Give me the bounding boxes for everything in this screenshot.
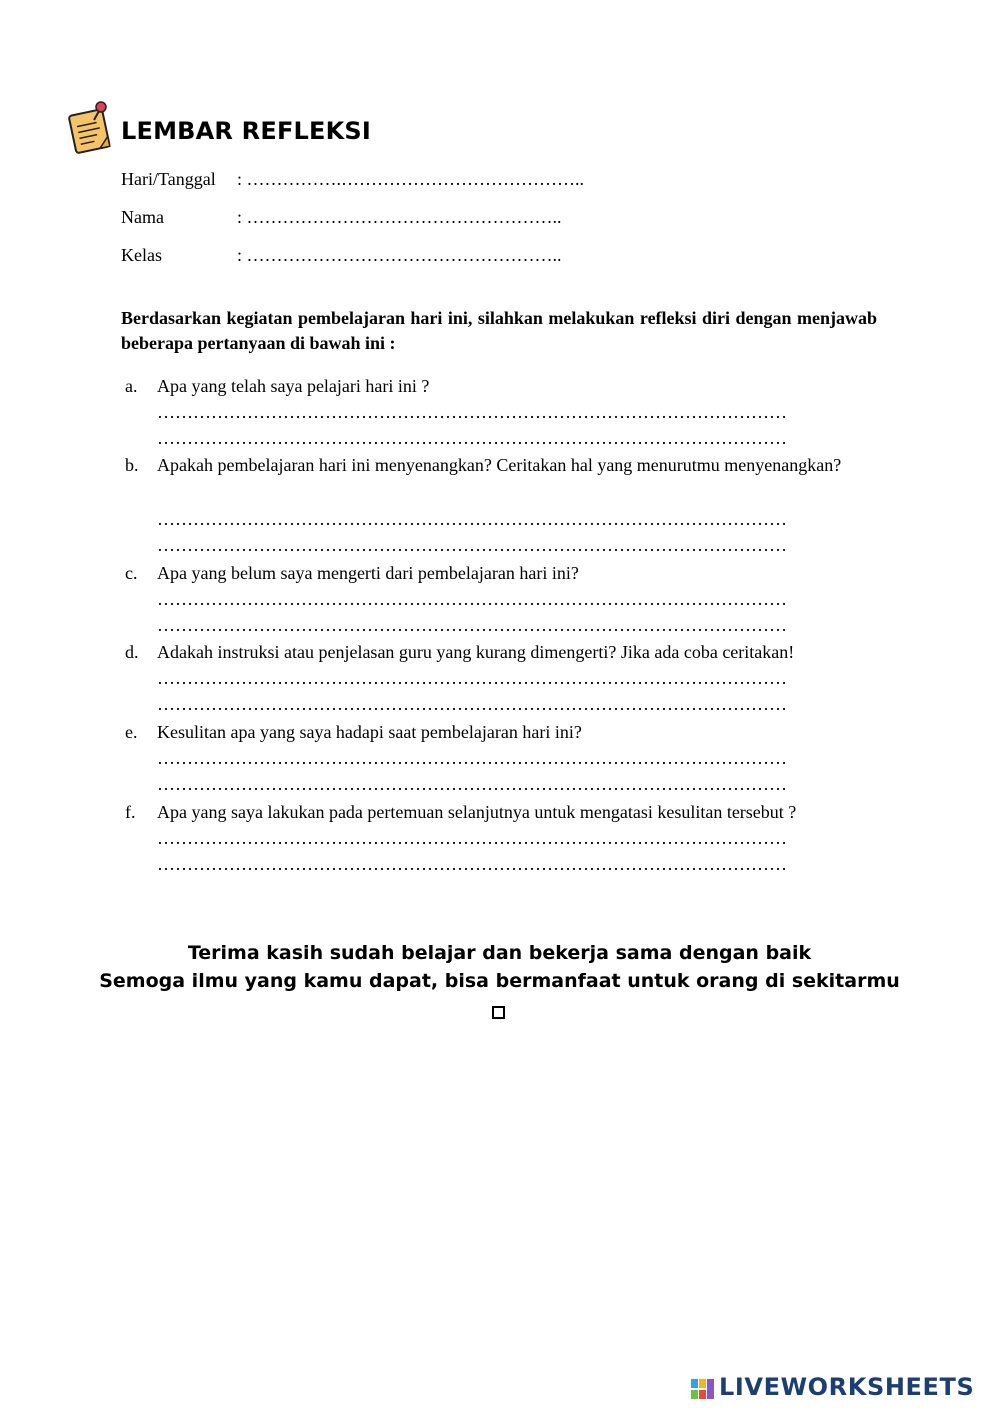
field-class-label: Kelas [121,245,162,265]
question-text: Apakah pembelajaran hari ini menyenangkan? Ceritakan hal yang menurutmu menyenangkan? [157,455,842,475]
question-f [125,799,870,825]
question-e [125,719,870,745]
question-letter: d. [125,642,139,662]
question-a [125,373,870,399]
instruction-text: Berdasarkan kegiatan pembelajaran hari ini, silahkan melakukan refleksi diri dengan menjawab beberapa pertanyaan di bawah ini : [121,308,877,353]
watermark-text: LIVEWORKSHEETS [719,1373,975,1401]
closing-line-1: Terima kasih sudah belajar dan bekerja sama dengan baik [187,942,812,964]
question-d [125,639,870,665]
field-name [121,207,562,228]
answer-line[interactable]: …………………………………………………………………………………………… [157,694,787,714]
question-text: Adakah instruksi atau penjelasan guru yang kurang dimengerti? Jika ada coba ceritakan! [157,642,795,662]
answer-line[interactable]: …………………………………………………………………………………………… [157,509,787,529]
answer-line[interactable]: …………………………………………………………………………………………… [157,828,787,848]
question-text: Kesulitan apa yang saya hadapi saat pembelajaran hari ini? [157,722,582,742]
answer-line[interactable]: …………………………………………………………………………………………… [157,615,787,635]
field-class [121,245,562,266]
question-text: Apa yang belum saya mengerti dari pembelajaran hari ini? [157,563,579,583]
question-letter: c. [125,563,138,583]
question-letter: b. [125,455,139,475]
liveworksheets-logo-icon [691,1379,715,1399]
field-name-blank[interactable]: : …………………………………………….. [237,207,562,227]
empty-checkbox-icon [492,1006,505,1019]
question-b [125,452,870,478]
field-date [121,169,584,190]
field-class-blank[interactable]: : …………………………………………….. [237,245,562,265]
answer-line[interactable]: …………………………………………………………………………………………… [157,774,787,794]
answer-line[interactable]: …………………………………………………………………………………………… [157,428,787,448]
answer-line[interactable]: …………………………………………………………………………………………… [157,748,787,768]
sticky-note-pin-icon [66,100,114,154]
question-text: Apa yang saya lakukan pada pertemuan selanjutnya untuk mengatasi kesulitan tersebut ? [157,802,797,822]
answer-line[interactable]: …………………………………………………………………………………………… [157,402,787,422]
question-letter: e. [125,722,138,742]
answer-line[interactable]: …………………………………………………………………………………………… [157,668,787,688]
page-title: LEMBAR REFLEKSI [121,117,372,145]
question-c [125,560,870,586]
question-letter: f. [125,802,136,822]
question-letter: a. [125,376,138,396]
answer-line[interactable]: …………………………………………………………………………………………… [157,535,787,555]
closing-line-2: Semoga ilmu yang kamu dapat, bisa bermanfaat untuk orang di sekitarmu [99,970,900,992]
answer-line[interactable]: …………………………………………………………………………………………… [157,854,787,874]
answer-line[interactable]: …………………………………………………………………………………………… [157,589,787,609]
field-date-blank[interactable]: : …………….………………………………….. [237,169,585,189]
question-text: Apa yang telah saya pelajari hari ini ? [157,376,430,396]
field-date-label: Hari/Tanggal [121,169,216,189]
field-name-label: Nama [121,207,164,227]
